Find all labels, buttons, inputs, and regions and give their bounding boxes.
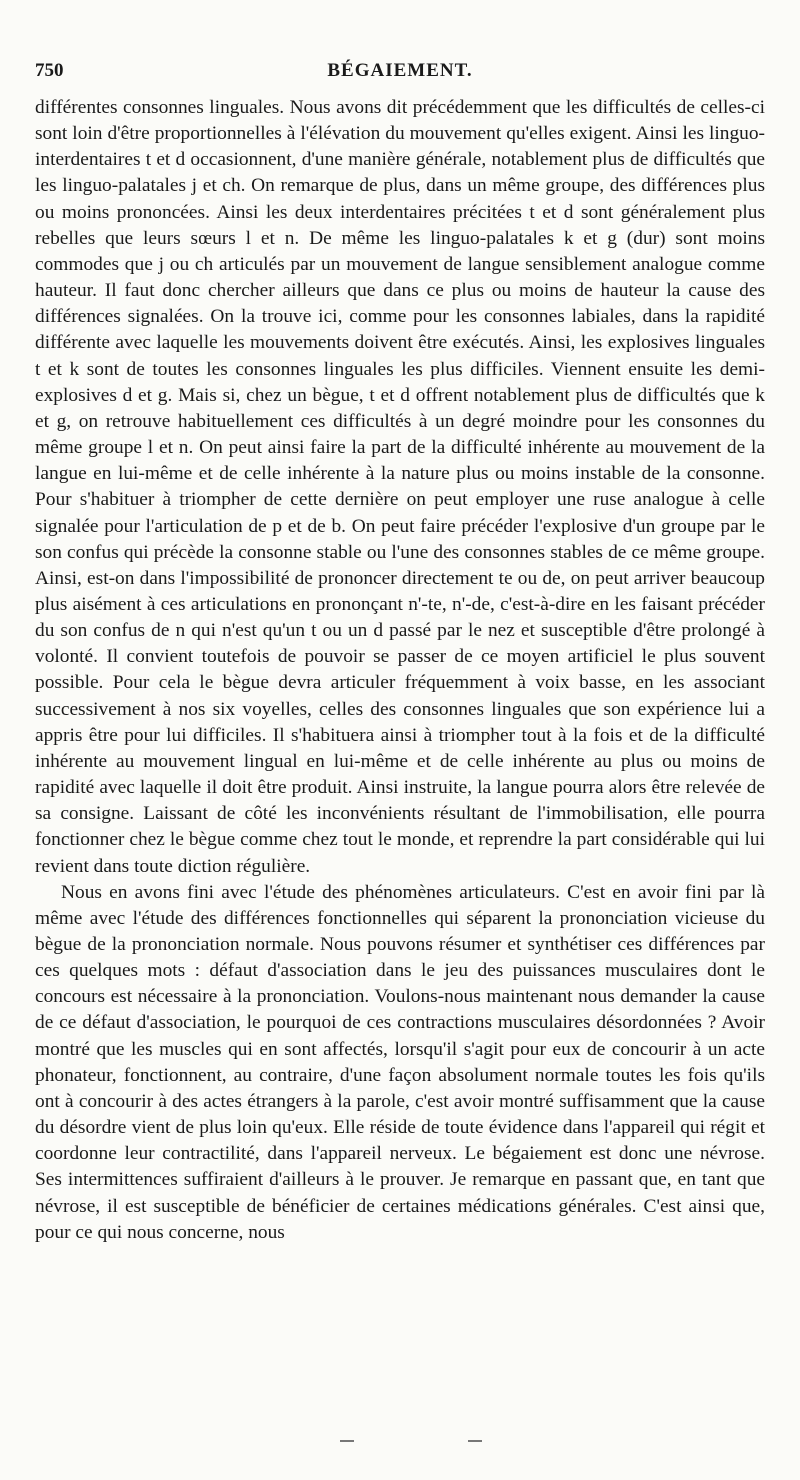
print-mark bbox=[340, 1440, 354, 1442]
page-header bbox=[35, 60, 765, 86]
paragraph-continued: différentes consonnes linguales. Nous avons dit précédemment que les difficultés de celles-ci sont loin d'être proportionnelles à l'élévation du mouvement qu'elles exigent. Ainsi les linguo-interdentaires t et d occasionnent, d'une manière générale, notablement plus de difficultés que les linguo-palatales j et ch. On remarque de plus, dans un même groupe, des différences plus ou moins prononcées. Ainsi les deux interdentaires précitées t et d sont généralement plus rebelles que leurs sœurs l et n. De même les linguo-palatales k et g (dur) sont moins commodes que j ou ch articulés par un mouvement de langue sensiblement analogue comme hauteur. Il faut donc chercher ailleurs que dans ce plus ou moins de hauteur la cause des différences signalées. On la trouve ici, comme pour les consonnes labiales, dans la rapidité différente avec laquelle les mouvements doivent être exécutés. Ainsi, les explosives linguales t et k sont de toutes les consonnes linguales les plus difficiles. Viennent ensuite les demi-explosives d et g. Mais si, chez un bègue, t et d offrent notablement plus de difficultés que k et g, on retrouve habituellement ces difficultés à un degré moindre pour les consonnes du même groupe l et n. On peut ainsi faire la part de la difficulté inhérente au mouvement de la langue en lui-même et de celle inhérente à la nature plus ou moins instable de la consonne. Pour s'habituer à triompher de cette dernière on peut employer une ruse analogue à celle signalée pour l'articulation de p et de b. On peut faire précéder l'explosive d'un groupe par le son confus qui précède la consonne stable ou l'une des consonnes stables de ce même groupe. Ainsi, est-on dans l'impossibilité de prononcer directement te ou de, on peut arriver beaucoup plus aisément à ces articulations en prononçant n'-te, n'-de, c'est-à-dire en les faisant précéder du son confus de n qui n'est qu'un t ou un d passé par le nez et susceptible d'être prolongé à volonté. Il convient toutefois de pouvoir se passer de ce moyen artificiel le plus souvent possible. Pour cela le bègue devra articuler fréquemment à voix basse, en les associant successivement à nos six voyelles, celles des consonnes linguales que son expérience lui a appris être pour lui difficiles. Il s'habituera ainsi à triompher tout à la fois et de la difficulté inhérente au mouvement lingual en lui-même et de celle inhérente au plus ou moins de rapidité avec laquelle il doit être produit. Ainsi instruite, la langue pourra alors être relevée de sa consigne. Laissant de côté les inconvénients résultant de l'immobilisation, elle pourra fonctionner chez le bègue comme chez tout le monde, et reprendre la part considérable qui lui revient dans toute diction régulière. bbox=[35, 97, 765, 877]
page-body bbox=[35, 95, 765, 1246]
print-marks bbox=[0, 1440, 800, 1450]
paragraph: Nous en avons fini avec l'étude des phénomènes articulateurs. C'est en avoir fini par là même avec l'étude des différences fonctionnelles qui séparent la prononciation vicieuse du bègue de la prononciation normale. Nous pouvons résumer et synthétiser ces différences par ces quelques mots : défaut d'association dans le jeu des puissances musculaires dont le concours est nécessaire à la prononciation. Voulons-nous maintenant nous demander la cause de ce défaut d'association, le pourquoi de ces contractions musculaires désordonnées ? Avoir montré que les muscles qui en sont affectés, lorsqu'il s'agit pour eux de concourir à un acte phonateur, fonctionnent, au contraire, d'une façon absolument normale toutes les fois qu'ils ont à concourir à des actes étrangers à la parole, c'est avoir montré suffisamment que la cause du désordre vient de plus loin qu'eux. Elle réside de toute évidence dans l'appareil qui régit et coordonne leur contractilité, dans l'appareil nerveux. Le bégaiement est donc une névrose. Ses intermittences suffiraient d'ailleurs à le prouver. Je remarque en passant que, en tant que névrose, il est susceptible de bénéficier de certaines médications générales. C'est ainsi que, pour ce qui nous concerne, nous bbox=[35, 881, 765, 1243]
running-title: BÉGAIEMENT. bbox=[327, 60, 473, 81]
page-number: 750 bbox=[35, 60, 64, 81]
print-mark bbox=[468, 1440, 482, 1442]
